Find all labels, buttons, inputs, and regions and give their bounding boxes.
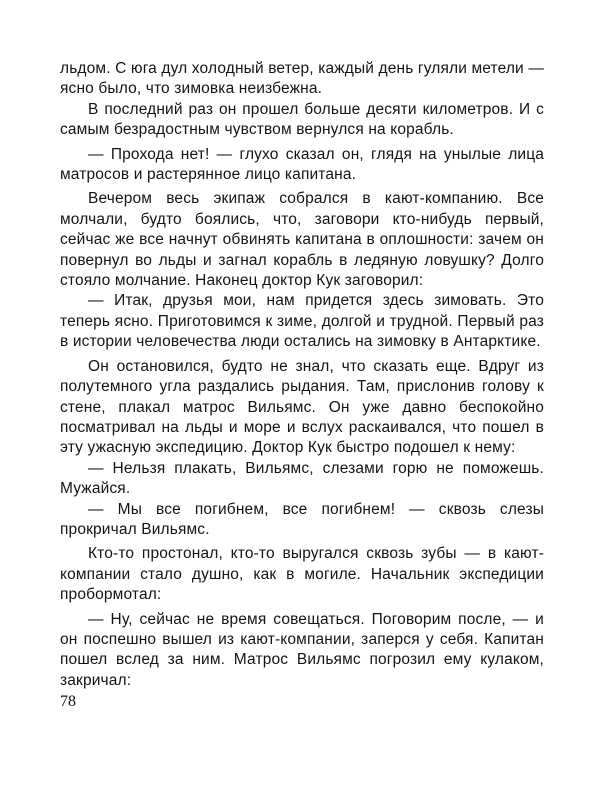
paragraph-8: — Мы все погибнем, все погибнем! — сквозь слезы прокричал Вильямс. <box>60 500 544 538</box>
paragraph-4: Вечером весь экипаж собрался в кают-компанию. Все молчали, будто боялись, что, заговори кто-нибудь первый, сейчас же все начнут обвинять капитана в оплошности: зачем он повернул во льды и загнал корабль в ледяную ловушку? Долго стояло молчание. Наконец доктор Кук заговорил: <box>60 190 544 290</box>
paragraph-9: Кто-то простонал, кто-то выругался сквозь зубы — в кают-компании стало душно, как в могиле. Начальник экспедиции пробормотал: <box>60 545 544 604</box>
page-number: 78 <box>60 693 76 710</box>
body-text <box>60 59 544 691</box>
paragraph-10: — Ну, сейчас не время совещаться. Поговорим после, — и он поспешно вышел из кают-компании, заперся у себя. Капитан пошел вслед за ним. Матрос Вильямс погрозил ему кулаком, закричал: <box>60 610 544 689</box>
paragraph-2: В последний раз он прошел больше десяти километров. И с самым безрадостным чувством вернулся на корабль. <box>60 100 544 139</box>
paragraph-7: — Нельзя плакать, Вильямс, слезами горю не поможешь. Мужайся. <box>60 459 544 498</box>
paragraph-5: — Итак, друзья мои, нам придется здесь зимовать. Это теперь ясно. Приготовимся к зиме, долгой и трудной. Первый раз в истории человечества люди остались на зимовку в Антарктике. <box>60 292 544 351</box>
paragraph-1: льдом. С юга дул холодный ветер, каждый день гуляли метели — ясно было, что зимовка неизбежна. <box>60 60 544 98</box>
paragraph-6: Он остановился, будто не знал, что сказать еще. Вдруг из полутемного угла раздались рыдания. Там, прислонив голову к стене, плакал матрос Вильямс. Он уже давно беспокойно посматривал на льды и море и вслух раскаивался, что пошел в эту ужасную экспедицию. Доктор Кук быстро подошел к нему: <box>60 357 544 457</box>
paragraph-3: — Прохода нет! — глухо сказал он, глядя на унылые лица матросов и растерянное лицо капитана. <box>60 145 544 184</box>
